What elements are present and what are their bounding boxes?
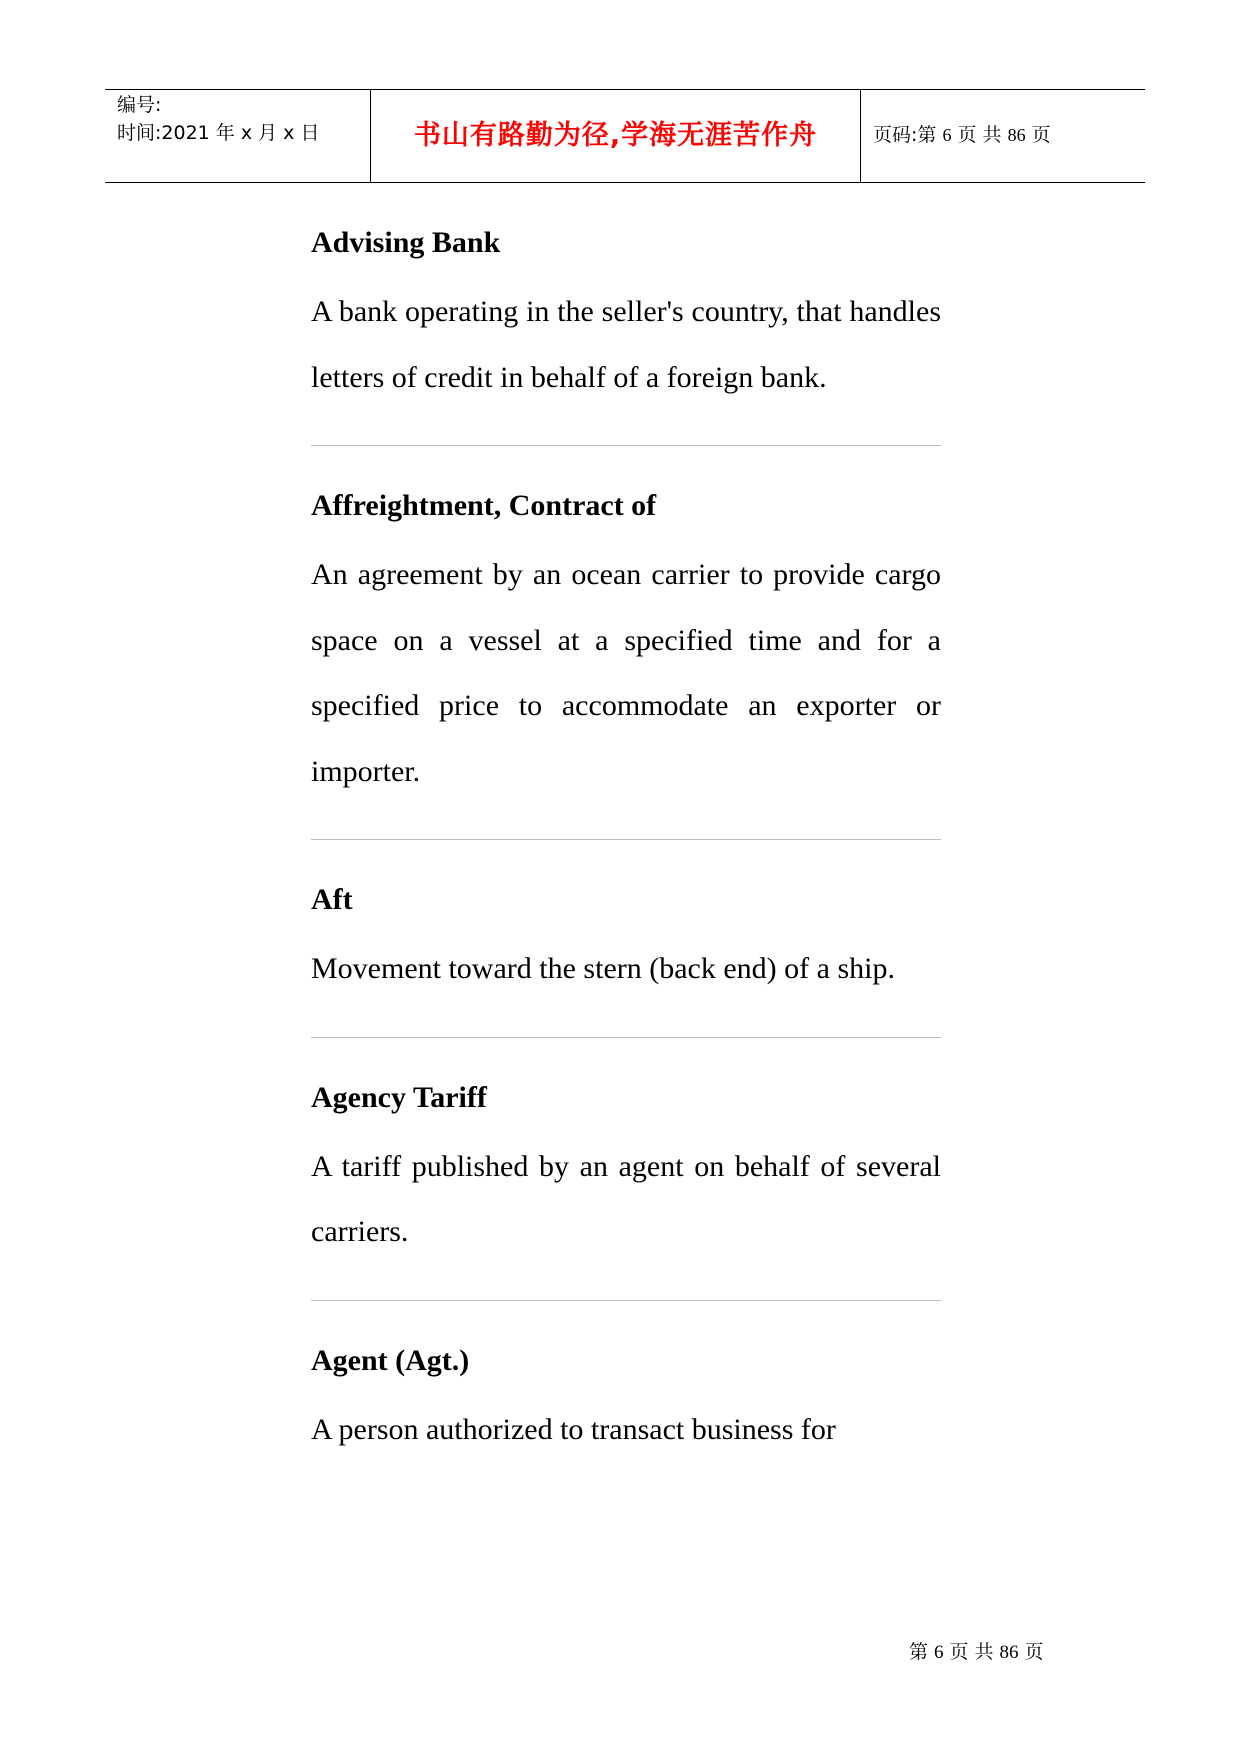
entry-divider [311, 1037, 941, 1038]
header-motto-cell [370, 90, 861, 182]
footer-prefix: 第 [909, 1642, 929, 1663]
footer-mid1: 页 [949, 1642, 969, 1663]
footer-page-current: 6 [934, 1642, 944, 1663]
header-info-cell [105, 90, 370, 182]
glossary-entry [311, 221, 941, 410]
entry-term: Aft [311, 883, 353, 916]
glossary-entry [311, 484, 941, 804]
header-page-number [873, 123, 1051, 147]
entry-definition: An agreement by an ocean carrier to provide cargo space on a vessel at a specified time and for a specified price to accommodate an exporter or importer. [311, 558, 941, 788]
footer-page-total: 86 [999, 1642, 1019, 1663]
entry-term: Agency Tariff [311, 1080, 487, 1114]
page-header [105, 89, 1145, 183]
entry-term: Advising Bank [311, 226, 501, 259]
footer-suffix: 页 [1024, 1642, 1044, 1663]
entry-term: Agent (Agt.) [311, 1343, 470, 1377]
entry-divider [311, 839, 941, 840]
glossary-content [311, 221, 941, 1462]
document-number-label: 编号: [117, 94, 162, 116]
page-footer [909, 1641, 1050, 1665]
footer-mid2: 共 [974, 1642, 994, 1663]
header-page-prefix: 页码:第 [873, 124, 937, 146]
header-page-cell [861, 90, 1145, 182]
glossary-entry [311, 878, 941, 1002]
header-page-total: 86 [1007, 125, 1026, 145]
header-page-suffix: 页 [1031, 124, 1051, 146]
glossary-entry [311, 1339, 941, 1463]
entry-term: Affreightment, Contract of [311, 489, 657, 522]
entry-divider [311, 445, 941, 446]
entry-divider [311, 1300, 941, 1301]
entry-definition: Movement toward the stern (back end) of a ship. [311, 952, 895, 985]
glossary-entry [311, 1076, 941, 1265]
entry-definition: A bank operating in the seller's country, that handles letters of credit in behalf of a foreign bank. [311, 295, 941, 394]
header-page-mid: 页 共 [957, 124, 1002, 146]
header-page-current: 6 [942, 125, 952, 145]
document-time-label: 时间:2021 年 x 月 x 日 [117, 122, 320, 144]
entry-definition: A person authorized to transact business for [311, 1412, 836, 1446]
header-motto: 书山有路勤为径,学海无涯苦作舟 [413, 120, 818, 151]
entry-definition: A tariff published by an agent on behalf of several carriers. [311, 1149, 941, 1248]
